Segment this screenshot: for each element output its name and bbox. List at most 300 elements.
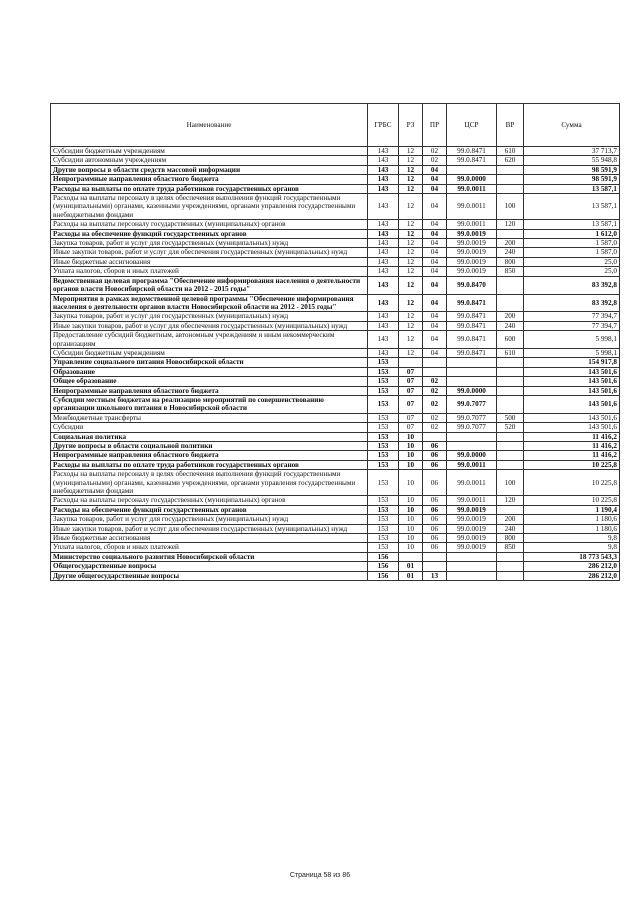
cell-pr: 02 <box>423 156 447 165</box>
cell-name: Расходы на выплаты персоналу в целях обеспечения выполнения функций государственными (муниципальными) органами, казенными учреждениями, органами управления государственными внебюджетными фондами <box>51 470 368 496</box>
cell-pr: 02 <box>423 147 447 156</box>
page-number: Страница 58 из 86 <box>289 872 351 879</box>
cell-sum: 143 501,6 <box>524 386 620 395</box>
cell-vr <box>497 451 524 460</box>
cell-rz: 07 <box>399 367 423 376</box>
cell-csr: 99.0.8471 <box>447 348 497 357</box>
cell-vr: 200 <box>497 515 524 524</box>
cell-name: Расходы на выплаты персоналу государственных (муниципальных) органов <box>51 220 368 229</box>
table-row <box>51 543 620 552</box>
cell-rz: 07 <box>399 413 423 422</box>
cell-csr <box>447 165 497 174</box>
cell-sum: 13 587,1 <box>524 220 620 229</box>
cell-sum: 13 587,1 <box>524 184 620 193</box>
table-row <box>51 175 620 184</box>
cell-sum: 154 917,8 <box>524 358 620 367</box>
table-row <box>51 257 620 266</box>
cell-sum: 11 416,2 <box>524 451 620 460</box>
cell-pr <box>423 432 447 441</box>
cell-rz: 01 <box>399 562 423 571</box>
cell-name: Иные закупки товаров, работ и услуг для обеспечения государственных (муниципальных) нужд <box>51 321 368 330</box>
header-csr: ЦСР <box>447 104 497 147</box>
cell-grbs: 143 <box>368 267 399 276</box>
cell-grbs: 143 <box>368 321 399 330</box>
cell-sum: 10 225,8 <box>524 460 620 469</box>
cell-sum: 143 501,6 <box>524 423 620 432</box>
cell-pr: 04 <box>423 294 447 312</box>
cell-pr: 02 <box>423 423 447 432</box>
table-row <box>51 239 620 248</box>
cell-pr: 06 <box>423 534 447 543</box>
table-row <box>51 442 620 451</box>
cell-csr: 99.0.0011 <box>447 184 497 193</box>
cell-grbs: 143 <box>368 175 399 184</box>
cell-name: Общегосударственные вопросы <box>51 562 368 571</box>
cell-vr: 120 <box>497 496 524 505</box>
cell-sum: 5 998,1 <box>524 348 620 357</box>
cell-name: Субсидии бюджетным учреждениям <box>51 348 368 357</box>
cell-rz: 07 <box>399 386 423 395</box>
cell-sum: 83 392,8 <box>524 276 620 294</box>
cell-csr: 99.0.8471 <box>447 321 497 330</box>
cell-csr: 99.0.8471 <box>447 312 497 321</box>
cell-name: Субсидии местным бюджетам на реализацию мероприятий по совершенствованию организации школьного питания в Новосибирской области <box>51 395 368 413</box>
cell-grbs: 153 <box>368 386 399 395</box>
cell-csr: 99.0.8471 <box>447 156 497 165</box>
cell-rz: 12 <box>399 267 423 276</box>
cell-name: Уплата налогов, сборов и иных платежей <box>51 267 368 276</box>
cell-pr: 04 <box>423 229 447 238</box>
table-header-row <box>51 104 620 147</box>
cell-sum: 13 587,1 <box>524 194 620 220</box>
cell-vr <box>497 432 524 441</box>
cell-csr: 99.0.0000 <box>447 386 497 395</box>
header-name: Наименование <box>51 104 368 147</box>
cell-csr: 99.0.0019 <box>447 257 497 266</box>
cell-grbs: 156 <box>368 552 399 561</box>
cell-grbs: 153 <box>368 460 399 469</box>
cell-grbs: 143 <box>368 239 399 248</box>
cell-sum: 286 212,0 <box>524 562 620 571</box>
cell-rz: 12 <box>399 312 423 321</box>
cell-grbs: 156 <box>368 562 399 571</box>
header-grbs: ГРБС <box>368 104 399 147</box>
cell-vr <box>497 442 524 451</box>
cell-grbs: 156 <box>368 571 399 580</box>
table-row <box>51 276 620 294</box>
cell-csr <box>447 367 497 376</box>
cell-csr: 99.0.0019 <box>447 534 497 543</box>
header-rz: РЗ <box>399 104 423 147</box>
cell-rz: 10 <box>399 460 423 469</box>
cell-name: Предоставление субсидий бюджетным, автономным учреждениям и иным некоммерческим организациям <box>51 331 368 349</box>
cell-sum: 11 416,2 <box>524 442 620 451</box>
cell-grbs: 143 <box>368 276 399 294</box>
cell-csr: 99.0.0000 <box>447 451 497 460</box>
cell-sum: 25,0 <box>524 267 620 276</box>
cell-vr: 240 <box>497 248 524 257</box>
table-row <box>51 413 620 422</box>
cell-vr <box>497 294 524 312</box>
cell-grbs: 153 <box>368 496 399 505</box>
table-row <box>51 534 620 543</box>
cell-name: Непрограммные направления областного бюджета <box>51 386 368 395</box>
cell-sum: 1 587,0 <box>524 239 620 248</box>
table-row <box>51 165 620 174</box>
table-body <box>51 147 620 581</box>
cell-csr: 99.0.0000 <box>447 175 497 184</box>
cell-grbs: 143 <box>368 194 399 220</box>
cell-grbs: 153 <box>368 358 399 367</box>
cell-pr: 04 <box>423 239 447 248</box>
cell-vr: 800 <box>497 257 524 266</box>
cell-name: Непрограммные направления областного бюджета <box>51 175 368 184</box>
cell-rz: 10 <box>399 432 423 441</box>
cell-grbs: 153 <box>368 505 399 514</box>
cell-name: Уплата налогов, сборов и иных платежей <box>51 543 368 552</box>
cell-sum: 1 587,0 <box>524 248 620 257</box>
cell-vr <box>497 562 524 571</box>
cell-grbs: 153 <box>368 442 399 451</box>
cell-name: Расходы на обеспечение функций государственных органов <box>51 229 368 238</box>
cell-vr <box>497 395 524 413</box>
cell-pr: 06 <box>423 451 447 460</box>
cell-rz: 12 <box>399 331 423 349</box>
cell-grbs: 143 <box>368 147 399 156</box>
cell-csr: 99.0.0011 <box>447 220 497 229</box>
table-row <box>51 184 620 193</box>
cell-rz: 12 <box>399 294 423 312</box>
cell-grbs: 143 <box>368 294 399 312</box>
cell-rz: 12 <box>399 248 423 257</box>
cell-grbs: 153 <box>368 423 399 432</box>
table-row <box>51 267 620 276</box>
table-row <box>51 294 620 312</box>
cell-csr: 99.0.8471 <box>447 331 497 349</box>
cell-pr: 06 <box>423 543 447 552</box>
cell-rz <box>399 552 423 561</box>
cell-vr: 610 <box>497 147 524 156</box>
table-row <box>51 562 620 571</box>
table-row <box>51 423 620 432</box>
table-row <box>51 367 620 376</box>
cell-pr <box>423 552 447 561</box>
cell-pr: 02 <box>423 395 447 413</box>
cell-pr: 04 <box>423 267 447 276</box>
cell-grbs: 153 <box>368 413 399 422</box>
cell-csr: 99.0.0019 <box>447 248 497 257</box>
cell-name: Субсидии бюджетным учреждениям <box>51 147 368 156</box>
cell-pr: 06 <box>423 524 447 533</box>
cell-csr: 99.0.7077 <box>447 423 497 432</box>
cell-rz: 12 <box>399 175 423 184</box>
cell-name: Другие общегосударственные вопросы <box>51 571 368 580</box>
cell-grbs: 143 <box>368 257 399 266</box>
cell-pr: 06 <box>423 470 447 496</box>
cell-grbs: 153 <box>368 534 399 543</box>
table-row <box>51 571 620 580</box>
cell-grbs: 143 <box>368 220 399 229</box>
table-row <box>51 156 620 165</box>
cell-pr: 04 <box>423 331 447 349</box>
cell-csr: 99.0.0011 <box>447 194 497 220</box>
cell-vr <box>497 377 524 386</box>
cell-rz: 12 <box>399 348 423 357</box>
cell-rz: 10 <box>399 451 423 460</box>
cell-pr: 06 <box>423 442 447 451</box>
cell-pr <box>423 562 447 571</box>
cell-csr: 99.0.7077 <box>447 413 497 422</box>
header-pr: ПР <box>423 104 447 147</box>
cell-name: Расходы на выплаты по оплате труда работников государственных органов <box>51 184 368 193</box>
cell-sum: 1 190,4 <box>524 505 620 514</box>
cell-csr: 99.0.8471 <box>447 294 497 312</box>
cell-pr: 04 <box>423 321 447 330</box>
cell-csr: 99.0.0019 <box>447 515 497 524</box>
cell-rz: 12 <box>399 156 423 165</box>
cell-name: Межбюджетные трансферты <box>51 413 368 422</box>
table-row <box>51 524 620 533</box>
cell-rz: 12 <box>399 194 423 220</box>
cell-sum: 11 416,2 <box>524 432 620 441</box>
cell-csr <box>447 432 497 441</box>
cell-name: Иные закупки товаров, работ и услуг для обеспечения государственных (муниципальных) нужд <box>51 248 368 257</box>
cell-name: Закупка товаров, работ и услуг для государственных (муниципальных) нужд <box>51 239 368 248</box>
header-vr: ВР <box>497 104 524 147</box>
cell-name: Непрограммные направления областного бюджета <box>51 451 368 460</box>
cell-csr: 99.0.0011 <box>447 470 497 496</box>
cell-pr: 06 <box>423 460 447 469</box>
cell-vr: 240 <box>497 524 524 533</box>
cell-sum: 5 998,1 <box>524 331 620 349</box>
cell-vr: 520 <box>497 423 524 432</box>
cell-csr: 99.0.0011 <box>447 496 497 505</box>
cell-sum: 25,0 <box>524 257 620 266</box>
cell-pr: 04 <box>423 248 447 257</box>
table-row <box>51 312 620 321</box>
cell-csr: 99.0.0019 <box>447 239 497 248</box>
budget-table <box>50 103 620 581</box>
cell-name: Расходы на выплаты персоналу государственных (муниципальных) органов <box>51 496 368 505</box>
cell-grbs: 143 <box>368 312 399 321</box>
cell-grbs: 153 <box>368 470 399 496</box>
table-row <box>51 460 620 469</box>
cell-sum: 1 612,0 <box>524 229 620 238</box>
cell-csr <box>447 552 497 561</box>
cell-pr: 02 <box>423 377 447 386</box>
cell-grbs: 143 <box>368 248 399 257</box>
cell-pr: 04 <box>423 220 447 229</box>
cell-vr <box>497 505 524 514</box>
cell-vr <box>497 571 524 580</box>
table-row <box>51 451 620 460</box>
table-row <box>51 496 620 505</box>
cell-name: Мероприятия в рамках ведомственной целевой программы "Обеспечение информирования населения о деятельности органов власти Новосибирской области на 2012 - 2015 годы" <box>51 294 368 312</box>
cell-name: Управление социального питания Новосибирской области <box>51 358 368 367</box>
cell-sum: 286 212,0 <box>524 571 620 580</box>
cell-vr <box>497 367 524 376</box>
cell-pr: 06 <box>423 515 447 524</box>
cell-name: Министерство социального развития Новосибирской области <box>51 552 368 561</box>
cell-rz: 07 <box>399 377 423 386</box>
cell-rz: 12 <box>399 184 423 193</box>
cell-vr: 120 <box>497 220 524 229</box>
cell-grbs: 143 <box>368 156 399 165</box>
cell-sum: 10 225,8 <box>524 470 620 496</box>
cell-name: Иные бюджетные ассигнования <box>51 534 368 543</box>
cell-vr <box>497 165 524 174</box>
table-row <box>51 147 620 156</box>
cell-vr <box>497 552 524 561</box>
cell-rz: 12 <box>399 257 423 266</box>
cell-vr: 100 <box>497 194 524 220</box>
cell-rz <box>399 358 423 367</box>
cell-rz: 07 <box>399 395 423 413</box>
cell-name: Другие вопросы в области социальной политики <box>51 442 368 451</box>
cell-vr: 610 <box>497 348 524 357</box>
cell-rz: 10 <box>399 515 423 524</box>
table-row <box>51 358 620 367</box>
cell-rz: 12 <box>399 321 423 330</box>
cell-rz: 10 <box>399 505 423 514</box>
table-row <box>51 321 620 330</box>
cell-grbs: 143 <box>368 331 399 349</box>
cell-rz: 12 <box>399 239 423 248</box>
cell-vr <box>497 276 524 294</box>
cell-grbs: 143 <box>368 165 399 174</box>
cell-pr: 04 <box>423 257 447 266</box>
cell-grbs: 143 <box>368 229 399 238</box>
cell-sum: 98 591,9 <box>524 175 620 184</box>
cell-csr: 99.0.8470 <box>447 276 497 294</box>
cell-vr: 240 <box>497 321 524 330</box>
cell-grbs: 153 <box>368 377 399 386</box>
cell-sum: 77 394,7 <box>524 321 620 330</box>
table-row <box>51 552 620 561</box>
cell-pr: 06 <box>423 496 447 505</box>
table-row <box>51 515 620 524</box>
cell-rz: 10 <box>399 496 423 505</box>
cell-sum: 9,8 <box>524 534 620 543</box>
cell-name: Другие вопросы в области средств массовой информации <box>51 165 368 174</box>
cell-pr: 04 <box>423 312 447 321</box>
cell-name: Субсидии автономным учреждениям <box>51 156 368 165</box>
table-row <box>51 248 620 257</box>
cell-csr <box>447 562 497 571</box>
cell-pr: 02 <box>423 413 447 422</box>
table-row <box>51 229 620 238</box>
cell-csr: 99.0.0011 <box>447 460 497 469</box>
cell-pr: 04 <box>423 184 447 193</box>
cell-csr <box>447 442 497 451</box>
cell-name: Закупка товаров, работ и услуг для государственных (муниципальных) нужд <box>51 312 368 321</box>
cell-name: Закупка товаров, работ и услуг для государственных (муниципальных) нужд <box>51 515 368 524</box>
cell-csr: 99.0.7077 <box>447 395 497 413</box>
cell-csr <box>447 571 497 580</box>
cell-csr: 99.0.0019 <box>447 505 497 514</box>
cell-csr <box>447 358 497 367</box>
cell-sum: 83 392,8 <box>524 294 620 312</box>
cell-pr <box>423 358 447 367</box>
cell-vr <box>497 184 524 193</box>
cell-rz: 10 <box>399 470 423 496</box>
cell-vr: 200 <box>497 312 524 321</box>
cell-rz: 12 <box>399 165 423 174</box>
cell-sum: 143 501,6 <box>524 413 620 422</box>
table-row <box>51 386 620 395</box>
cell-csr: 99.0.8471 <box>447 147 497 156</box>
cell-pr: 13 <box>423 571 447 580</box>
table-row <box>51 331 620 349</box>
cell-csr: 99.0.0019 <box>447 543 497 552</box>
cell-pr: 06 <box>423 505 447 514</box>
cell-sum: 37 713,7 <box>524 147 620 156</box>
cell-sum: 1 180,6 <box>524 524 620 533</box>
cell-grbs: 153 <box>368 367 399 376</box>
cell-csr <box>447 377 497 386</box>
table-row <box>51 194 620 220</box>
cell-rz: 12 <box>399 229 423 238</box>
cell-vr: 800 <box>497 534 524 543</box>
cell-grbs: 153 <box>368 515 399 524</box>
table-row <box>51 470 620 496</box>
cell-sum: 143 501,6 <box>524 377 620 386</box>
cell-pr: 04 <box>423 276 447 294</box>
cell-pr: 04 <box>423 165 447 174</box>
cell-rz: 12 <box>399 147 423 156</box>
cell-vr: 100 <box>497 470 524 496</box>
cell-pr: 04 <box>423 348 447 357</box>
cell-vr: 500 <box>497 413 524 422</box>
cell-sum: 10 225,8 <box>524 496 620 505</box>
cell-rz: 10 <box>399 534 423 543</box>
cell-vr <box>497 358 524 367</box>
cell-name: Расходы на обеспечение функций государственных органов <box>51 505 368 514</box>
cell-vr: 850 <box>497 267 524 276</box>
header-sum: Сумма <box>524 104 620 147</box>
cell-grbs: 153 <box>368 543 399 552</box>
cell-vr: 620 <box>497 156 524 165</box>
cell-pr: 04 <box>423 175 447 184</box>
cell-name: Субсидии <box>51 423 368 432</box>
cell-pr <box>423 367 447 376</box>
table-row <box>51 432 620 441</box>
cell-grbs: 143 <box>368 348 399 357</box>
cell-name: Иные бюджетные ассигнования <box>51 257 368 266</box>
cell-csr: 99.0.0019 <box>447 229 497 238</box>
cell-vr <box>497 175 524 184</box>
cell-pr: 04 <box>423 194 447 220</box>
cell-grbs: 143 <box>368 184 399 193</box>
cell-vr <box>497 386 524 395</box>
cell-sum: 77 394,7 <box>524 312 620 321</box>
cell-sum: 143 501,6 <box>524 367 620 376</box>
cell-rz: 10 <box>399 543 423 552</box>
cell-vr: 600 <box>497 331 524 349</box>
cell-rz: 12 <box>399 220 423 229</box>
cell-grbs: 153 <box>368 395 399 413</box>
table-row <box>51 377 620 386</box>
cell-sum: 9,8 <box>524 543 620 552</box>
cell-vr <box>497 229 524 238</box>
cell-name: Образование <box>51 367 368 376</box>
cell-rz: 07 <box>399 423 423 432</box>
cell-rz: 10 <box>399 442 423 451</box>
cell-sum: 143 501,6 <box>524 395 620 413</box>
cell-name: Социальная политика <box>51 432 368 441</box>
cell-sum: 1 180,6 <box>524 515 620 524</box>
cell-grbs: 153 <box>368 524 399 533</box>
